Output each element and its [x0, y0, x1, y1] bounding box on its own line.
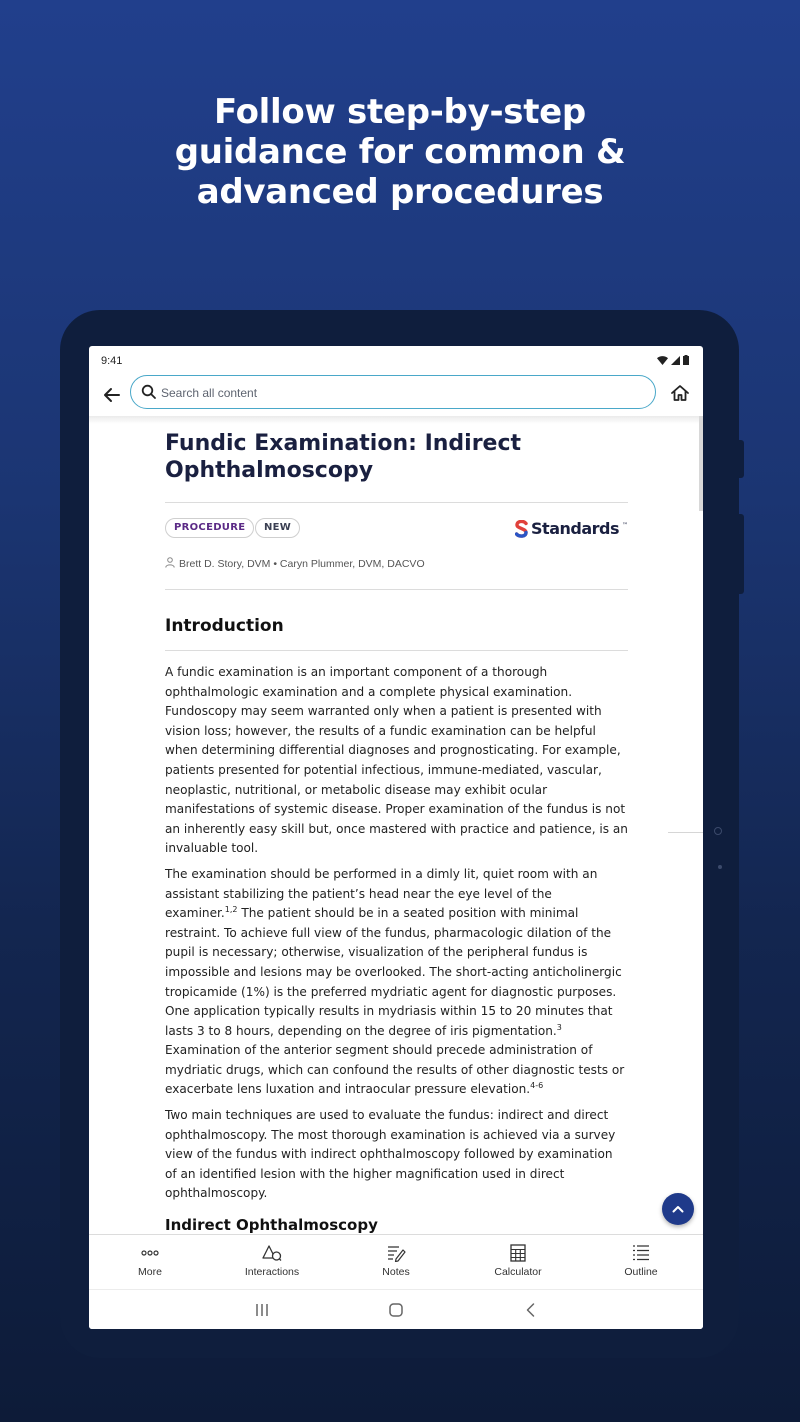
signal-icon: [671, 356, 680, 365]
nav-label-outline: Outline: [624, 1266, 658, 1278]
article-title: Fundic Examination: Indirect Ophthalmoscopy: [165, 431, 522, 483]
system-back-icon[interactable]: [522, 1301, 540, 1319]
citation-4-6[interactable]: 4-6: [530, 1081, 544, 1091]
wifi-icon: [657, 356, 668, 365]
article-content[interactable]: [89, 416, 703, 1234]
notes-icon: [386, 1244, 406, 1262]
tablet-volume-button: [739, 514, 744, 594]
headline-line-2: guidance for common &: [174, 132, 626, 172]
person-icon: [165, 557, 175, 568]
nav-label-more: More: [138, 1266, 162, 1278]
headline-line-1: Follow step-by-step: [214, 92, 586, 132]
device-screen: [89, 346, 703, 1329]
headline-line-3: advanced procedures: [196, 172, 604, 212]
calculator-icon: [508, 1244, 528, 1262]
nav-label-notes: Notes: [382, 1266, 410, 1278]
back-arrow-icon[interactable]: [101, 384, 123, 406]
home-icon[interactable]: [669, 382, 691, 404]
tag-row: [165, 503, 628, 551]
nav-item-outline[interactable]: [586, 1235, 696, 1290]
status-time: 9:41: [101, 355, 123, 367]
paragraph-2-part-b: The patient should be in a seated position with minimal restraint. To achieve full view of the fundus, pharmacologic dilation of the pupil is necessary; otherwise, visualization of the peripheral fundus is impossible and lesions may be overlooked. The short-acting anticholinergic tropicamide (1%) is the preferred mydriatic agent for diagnostic purposes. One application typically results in mydriasis within 15 to 20 minutes that lasts 3 to 8 hours, depending on the degree of iris pigmentation.: [165, 906, 622, 1038]
search-bar[interactable]: [130, 375, 656, 409]
recent-apps-icon[interactable]: [253, 1301, 271, 1319]
nav-item-notes[interactable]: [341, 1235, 451, 1290]
bottom-navigation: [89, 1234, 703, 1289]
authors-text: Brett D. Story, DVM • Caryn Plummer, DVM, DACVO: [179, 558, 425, 570]
brand-name: Standards: [531, 519, 619, 538]
authors-line: [165, 551, 628, 589]
tablet-sensor-dot: [718, 865, 722, 869]
more-dots-icon: [140, 1244, 160, 1262]
app-bar: [89, 374, 703, 418]
status-bar: [89, 346, 703, 376]
tablet-power-button: [739, 440, 744, 478]
nav-label-calculator: Calculator: [494, 1266, 542, 1278]
paragraph-1: A fundic examination is an important component of a thorough ophthalmologic examination and a complete physical examination. Fundoscopy may seem warranted only when a patient is presented with vision loss; however, the results of a fundic examination can be helpful when determining differential diagnoses and prognosticating. For example, patients presented for potential infectious, immune-mediated, vascular, neoplastic, nutritional, or metabolic disease may exhibit ocular manifestations of systemic disease. Proper examination of the fundus is not an inherently easy skill but, once mastered with practice and patience, is an invaluable tool.: [165, 665, 628, 856]
paragraph-2: [165, 865, 628, 1100]
nav-item-more[interactable]: [95, 1235, 205, 1290]
system-navigation-bar: [89, 1289, 703, 1329]
interactions-icon: [262, 1244, 282, 1262]
nav-item-interactions[interactable]: [217, 1235, 327, 1290]
marketing-headline: [0, 92, 800, 212]
home-button-icon[interactable]: [387, 1301, 405, 1319]
standards-logo: [515, 519, 628, 538]
citation-1-2[interactable]: 1,2: [224, 905, 238, 915]
subheading-indirect-ophthalmoscopy: Indirect Ophthalmoscopy: [165, 1216, 378, 1234]
chevron-up-icon: [672, 1205, 684, 1213]
paragraph-3: Two main techniques are used to evaluate the fundus: indirect and direct ophthalmoscopy. The most thorough examination is achieved via a survey view of the fundus with indirect ophthalmoscopy followed by examination of an identified lesion with the higher magnification used in direct ophthalmoscopy.: [165, 1108, 616, 1201]
tablet-edge-line: [668, 832, 703, 833]
tag-procedure[interactable]: PROCEDURE: [165, 518, 254, 538]
section-heading-introduction: Introduction: [165, 616, 284, 636]
search-icon: [141, 384, 157, 400]
search-input[interactable]: [161, 382, 641, 404]
article: [165, 430, 628, 1234]
divider: [165, 650, 628, 651]
nav-label-interactions: Interactions: [244, 1266, 300, 1278]
scroll-to-top-button[interactable]: [662, 1193, 694, 1225]
citation-3[interactable]: 3: [556, 1022, 562, 1032]
status-icons: [657, 355, 689, 365]
standards-logo-icon: [515, 520, 528, 538]
divider: [165, 589, 628, 590]
battery-icon: [683, 355, 689, 365]
scrollbar-thumb[interactable]: [699, 416, 703, 511]
nav-item-calculator[interactable]: [463, 1235, 573, 1290]
outline-icon: [631, 1244, 651, 1262]
paragraph-2-part-c: Examination of the anterior segment should precede administration of mydriatic drugs, which can confound the results of other diagnostic tests or exacerbate lens luxation and intraocular pressure elevation.: [165, 1043, 625, 1097]
brand-trademark: ™: [622, 522, 628, 529]
paragraph-2-part-a: The examination should be performed in a dimly lit, quiet room with an assistant stabilizing the patient’s head near the eye level of the examiner.: [165, 866, 598, 921]
tablet-camera-ring: [714, 827, 722, 835]
tag-new[interactable]: NEW: [255, 518, 300, 538]
